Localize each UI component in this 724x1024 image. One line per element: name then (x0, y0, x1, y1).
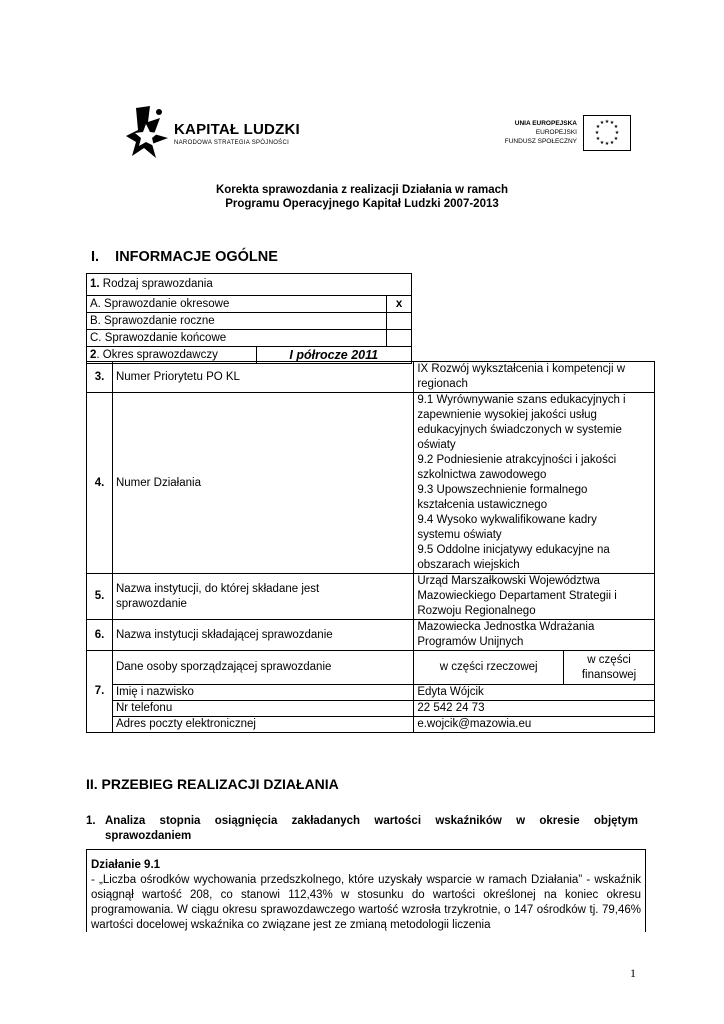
row-number: 4. (87, 393, 113, 574)
row-number: 3. (87, 362, 113, 393)
svg-text:★: ★ (613, 124, 619, 130)
eu-line2: EUROPEJSKI (535, 129, 577, 136)
svg-text:★: ★ (604, 119, 610, 125)
point-number: 1. (86, 815, 96, 827)
svg-text:★: ★ (609, 140, 615, 146)
svg-text:★: ★ (613, 136, 619, 142)
report-type-header: 1. Rodzaj sprawozdania (87, 274, 412, 296)
kapital-ludzki-title: KAPITAŁ LUDZKI (174, 121, 300, 138)
svg-text:★: ★ (599, 140, 605, 146)
row-label: Dane osoby sporządzającej sprawozdanie (112, 651, 413, 685)
row-value: 9.1 Wyrównywanie szans edukacyjnych i zapewnienie wysokiej jakości usług edukacyjnych świadczonych w systemie oświaty 9.2 Podniesienie atrakcyjności i jakości szkolnictwa zawodowego 9.3 Upowszechnienie formalnego kształcenia ustawicznego 9.4 Wysoko wykwalifikowane kadry systemu oświaty 9.5 Oddolne inicjatywy edukacyjne na obszarach wiejskich (414, 393, 655, 574)
period-value: I półrocze 2011 (256, 347, 411, 364)
row-number: 6. (87, 620, 113, 651)
kapital-ludzki-star-icon (124, 104, 172, 160)
action-heading: Działanie 9.1 (91, 859, 161, 871)
row-value: Urząd Marszałkowski Województwa Mazowieckiego Departament Strategii i Rozwoju Regionalnego (414, 574, 655, 620)
field-label: Imię i nazwisko (112, 685, 413, 701)
row-label: Nazwa instytucji, do której składane jest sprawozdanie (112, 574, 413, 620)
svg-text:★: ★ (609, 120, 615, 126)
title-line1: Korekta sprawozdania z realizacji Działania w ramach (215, 184, 509, 196)
row-label: Numer Działania (112, 393, 413, 574)
option-label: C. Sprawozdanie końcowe (87, 330, 387, 347)
row-value: Mazowiecka Jednostka Wdrażania Programów Unijnych (414, 620, 655, 651)
field-label: Adres poczty elektronicznej (112, 717, 413, 733)
svg-text:★: ★ (614, 130, 620, 136)
report-type-table (86, 273, 412, 364)
option-checkbox[interactable]: x (387, 296, 412, 313)
kapital-ludzki-subtitle: NARODOWA STRATEGIA SPÓJNOŚCI (174, 140, 290, 146)
action-box (86, 849, 646, 932)
document-title (0, 183, 724, 211)
column-header-rzeczowa: w części rzeczowej (414, 651, 564, 685)
row-value: IX Rozwój wykształcenia i kompetencji w regionach (414, 362, 655, 393)
row-number: 5. (87, 574, 113, 620)
section2-heading: II. PRZEBIEG REALIZACJI DZIAŁANIA (86, 776, 339, 792)
option-label: A. Sprawozdanie okresowe (87, 296, 387, 313)
row-label: Nazwa instytucji składającej sprawozdanie (112, 620, 413, 651)
eu-flag-icon (583, 115, 631, 151)
field-value[interactable]: e.wojcik@mazowia.eu (414, 717, 655, 733)
period-label: 2. Okres sprawozdawczy (87, 347, 257, 364)
section1-heading: I. INFORMACJE OGÓLNE (91, 249, 278, 265)
svg-text:★: ★ (599, 120, 605, 126)
eu-label (455, 119, 577, 146)
eu-line1: UNIA EUROPEJSKA (514, 120, 577, 127)
column-header-finansowa: w części finansowej (564, 651, 655, 685)
option-checkbox[interactable] (387, 313, 412, 330)
point-text-line2: sprawozdaniem (105, 830, 192, 842)
eu-line3: FUNDUSZ SPOŁECZNY (504, 138, 577, 145)
field-label: Nr telefonu (112, 701, 413, 717)
title-line2: Programu Operacyjnego Kapitał Ludzki 2007-2013 (225, 198, 499, 210)
svg-text:★: ★ (594, 130, 600, 136)
option-checkbox[interactable] (387, 330, 412, 347)
action-text: - „Liczba ośrodków wychowania przedszkolnego, które uzyskały wsparcie w ramach Działania” - wskaźnik osiągnął wartość 208, co stanowi 112,43% w stosunku do wartości określonej na koniec okresu programowania. W ciągu okresu sprawozdawczego wartość wzrosła trzykrotnie, o 147 ośrodków tj. 79,46% wartości docelowej wskaźnika co związane jest ze zmianą metodologii liczenia (91, 874, 641, 931)
svg-text:★: ★ (595, 136, 601, 142)
row-number: 7. (87, 651, 113, 733)
page-number: 1 (630, 966, 636, 980)
point-text-line1: Analiza stopnia osiągnięcia zakładanych wartości wskaźników w okresie objętym (105, 815, 638, 827)
option-label: B. Sprawozdanie roczne (87, 313, 387, 330)
field-value: Edyta Wójcik (414, 685, 655, 701)
svg-text:★: ★ (604, 141, 610, 147)
field-value: 22 542 24 73 (414, 701, 655, 717)
row-label: Numer Priorytetu PO KL (112, 362, 413, 393)
svg-text:★: ★ (595, 124, 601, 130)
details-table (86, 361, 655, 733)
